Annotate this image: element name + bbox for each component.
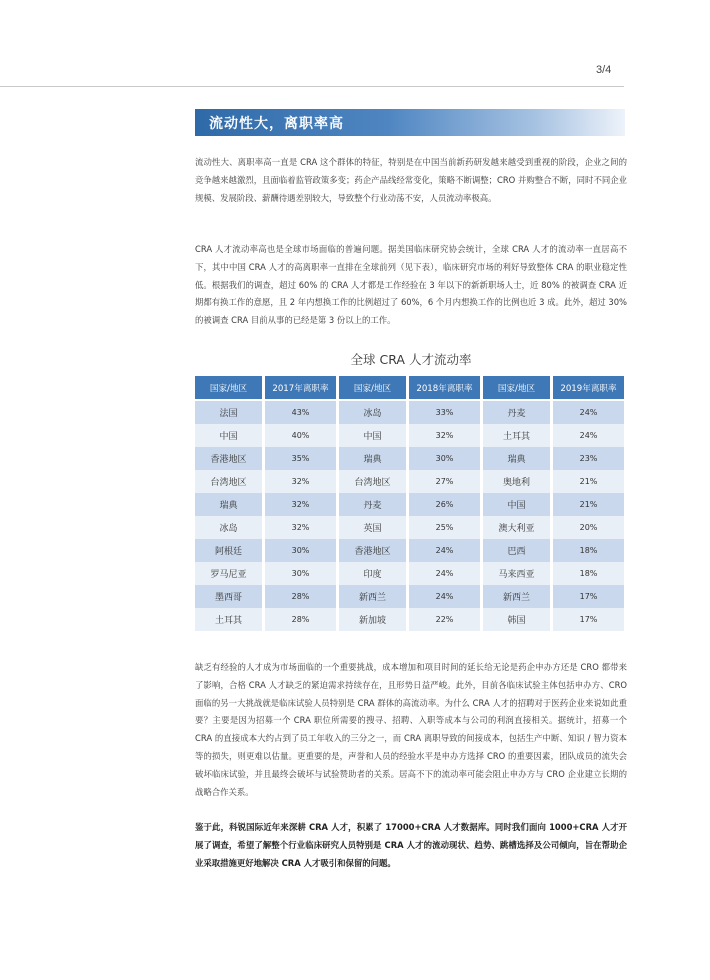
rate-cell: 33%: [409, 401, 480, 424]
rate-cell: 17%: [553, 608, 624, 631]
country-cell: 丹麦: [483, 401, 550, 424]
country-cell: 巴西: [483, 539, 550, 562]
rate-cell: 20%: [553, 516, 624, 539]
rate-cell: 32%: [409, 424, 480, 447]
header-country-2018: 国家/地区: [339, 376, 406, 401]
header-rate-2019: 2019年离职率: [553, 376, 624, 401]
country-cell: 墨西哥: [195, 585, 262, 608]
rate-cell: 28%: [265, 585, 336, 608]
table-row: [195, 585, 624, 608]
rate-cell: 28%: [265, 608, 336, 631]
table-row: [195, 424, 624, 447]
rate-cell: 24%: [553, 401, 624, 424]
rate-cell: 27%: [409, 470, 480, 493]
country-cell: 瑞典: [195, 493, 262, 516]
table-row: [195, 493, 624, 516]
rate-cell: 43%: [265, 401, 336, 424]
country-cell: 新西兰: [483, 585, 550, 608]
section-banner: [195, 109, 625, 136]
header-country-2017: 国家/地区: [195, 376, 262, 401]
country-cell: 法国: [195, 401, 262, 424]
country-cell: 台湾地区: [195, 470, 262, 493]
rate-cell: 22%: [409, 608, 480, 631]
rate-cell: 26%: [409, 493, 480, 516]
country-cell: 罗马尼亚: [195, 562, 262, 585]
country-cell: 丹麦: [339, 493, 406, 516]
table-row: [195, 401, 624, 424]
paragraph-survey-summary: 鉴于此，科锐国际近年来深耕 CRA 人才，积累了 17000+CRA 人才数据库。同时我们面向 1000+CRA 人才开展了调查，希望了解整个行业临床研究人员特别是 CRA 人才的流动现状、趋势、跳槽选择及公司倾向，旨在帮助企业采取措施更好地解决 CRA 人才吸引和保留的问题。: [195, 822, 627, 868]
rate-cell: 17%: [553, 585, 624, 608]
rate-cell: 18%: [553, 562, 624, 585]
rate-cell: 24%: [409, 539, 480, 562]
paragraph-talent-challenge: 缺乏有经验的人才成为市场面临的一个重要挑战，成本增加和项目时间的延长给无论是药企申办方还是 CRO 都带来了影响，合格 CRA 人才缺乏的紧迫需求持续存在，且形势日益严峻。此外，目前各临床试验主体包括申办方、CRO 面临的另一大挑战就是临床试验人员特别是 CRA 群体的高流动率。为什么 CRA 人才的招聘对于医药企业来说如此重要？主要是因为招募一个 CRA 职位所需要的搜寻、招聘、入职等成本与公司的利润直接相关。据统计，招募一个 CRA 的直接成本大约占到了员工年收入的三分之一，而 CRA 离职导致的间接成本，包括生产中断、知识 / 智力资本等的损失，则更难以估量。更重要的是，声誉和人员的经验水平是申办方选择 CRO 的重要因素，团队成员的流失会破坏临床试验，并且最终会破坏与试验赞助者的关系。居高不下的流动率可能会阻止申办方与 CRO 企业建立长期的战略合作关系。: [195, 662, 627, 797]
header-rate-2017: 2017年离职率: [265, 376, 336, 401]
country-cell: 冰岛: [339, 401, 406, 424]
country-cell: 澳大利亚: [483, 516, 550, 539]
rate-cell: 35%: [265, 447, 336, 470]
table-row: [195, 447, 624, 470]
rate-cell: 32%: [265, 493, 336, 516]
rate-cell: 32%: [265, 470, 336, 493]
turnover-table: [192, 376, 627, 631]
header-divider: [0, 86, 624, 87]
country-cell: 香港地区: [339, 539, 406, 562]
rate-cell: 24%: [409, 585, 480, 608]
rate-cell: 30%: [265, 562, 336, 585]
country-cell: 英国: [339, 516, 406, 539]
header-country-2019: 国家/地区: [483, 376, 550, 401]
table-row: [195, 539, 624, 562]
section-title: 流动性大，离职率高: [209, 115, 344, 132]
country-cell: 阿根廷: [195, 539, 262, 562]
country-cell: 新加坡: [339, 608, 406, 631]
rate-cell: 18%: [553, 539, 624, 562]
rate-cell: 24%: [553, 424, 624, 447]
country-cell: 印度: [339, 562, 406, 585]
paragraph-global-turnover: CRA 人才流动率高也是全球市场面临的普遍问题。据美国临床研究协会统计，全球 CRA 人才的流动率一直居高不下，其中中国 CRA 人才的高离职率一直排在全球前列（见下表），临床研究市场的利好导致整体 CRA 的职业稳定性低。根据我们的调查，超过 60% 的 CRA 人才都是工作经验在 3 年以下的新新职场人士，近 80% 的被调查 CRA 近期都有换工作的意愿，且 2 年内想换工作的比例超过了 60%，6 个月内想换工作的比例也近 3 成。此外，超过 30% 的被调查 CRA 目前从事的已经是第 3 份以上的工作。: [195, 244, 627, 326]
rate-cell: 21%: [553, 493, 624, 516]
country-cell: 土耳其: [195, 608, 262, 631]
country-cell: 中国: [195, 424, 262, 447]
table-title: 全球 CRA 人才流动率: [350, 352, 472, 367]
rate-cell: 25%: [409, 516, 480, 539]
rate-cell: 32%: [265, 516, 336, 539]
rate-cell: 30%: [409, 447, 480, 470]
table-header-row: [195, 376, 624, 401]
rate-cell: 30%: [265, 539, 336, 562]
country-cell: 香港地区: [195, 447, 262, 470]
country-cell: 韩国: [483, 608, 550, 631]
rate-cell: 24%: [409, 562, 480, 585]
header-rate-2018: 2018年离职率: [409, 376, 480, 401]
country-cell: 瑞典: [483, 447, 550, 470]
country-cell: 奥地利: [483, 470, 550, 493]
country-cell: 台湾地区: [339, 470, 406, 493]
country-cell: 瑞典: [339, 447, 406, 470]
rate-cell: 23%: [553, 447, 624, 470]
table-row: [195, 562, 624, 585]
rate-cell: 40%: [265, 424, 336, 447]
page-number: 3/4: [596, 64, 612, 76]
country-cell: 中国: [483, 493, 550, 516]
table-row: [195, 608, 624, 631]
country-cell: 冰岛: [195, 516, 262, 539]
country-cell: 新西兰: [339, 585, 406, 608]
rate-cell: 21%: [553, 470, 624, 493]
country-cell: 中国: [339, 424, 406, 447]
table-row: [195, 516, 624, 539]
country-cell: 马来西亚: [483, 562, 550, 585]
country-cell: 土耳其: [483, 424, 550, 447]
paragraph-turnover-intro: 流动性大、离职率高一直是 CRA 这个群体的特征，特别是在中国当前新药研发越来越受到重视的阶段，企业之间的竞争越来越激烈，且面临着监管政策多变；药企产品线经常变化，策略不断调整；CRO 并购整合不断，同时不同企业规模、发展阶段、薪酬待遇差别较大，导致整个行业动荡不安，人员流动率极高。: [195, 157, 627, 203]
table-row: [195, 470, 624, 493]
